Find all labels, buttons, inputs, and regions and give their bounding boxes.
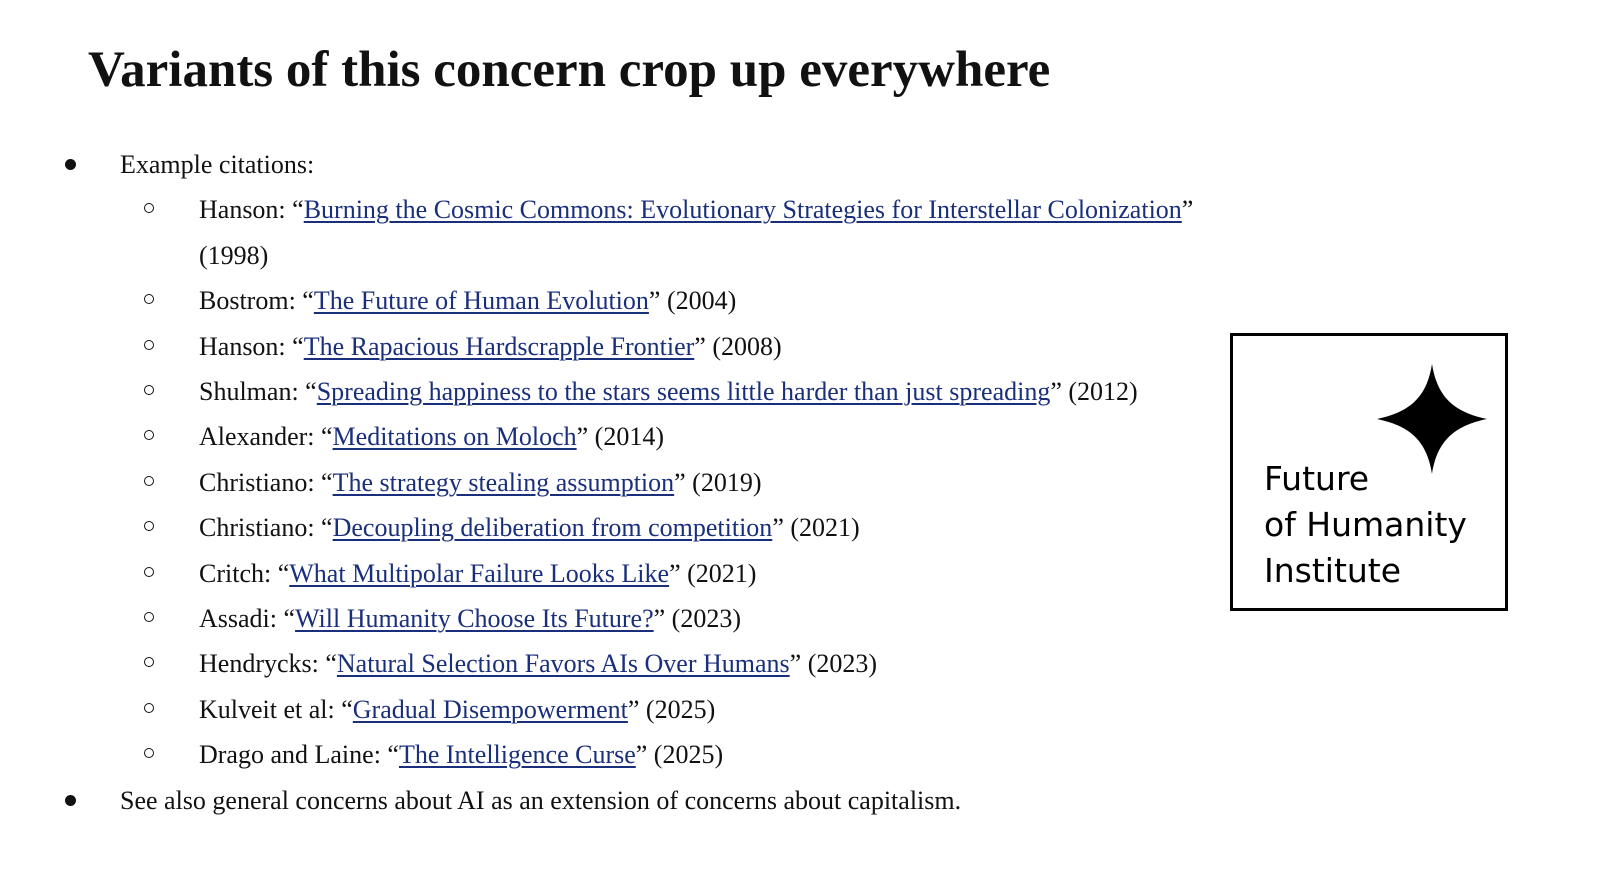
- citation-link[interactable]: Meditations on Moloch: [332, 422, 577, 452]
- citation-year: ” (2023): [789, 649, 878, 679]
- citation-link[interactable]: The Rapacious Hardscrapple Frontier: [303, 331, 695, 361]
- citation-link[interactable]: Decoupling deliberation from competition: [332, 513, 773, 543]
- citation-author: Hanson: “: [199, 331, 304, 361]
- citation-year: ” (2019): [674, 467, 762, 497]
- citation-author: Kulveit et al: “: [199, 694, 353, 724]
- citation-item: [60, 641, 1240, 686]
- citation-year: ” (2023): [653, 604, 741, 634]
- citation-author: Assadi: “: [199, 604, 296, 634]
- bullet-dot-icon: [65, 795, 76, 806]
- hollow-bullet-icon: [144, 657, 154, 667]
- citation-year: ” (2021): [772, 513, 860, 543]
- citation-link[interactable]: The strategy stealing assumption: [332, 467, 675, 497]
- citation-link[interactable]: The Future of Human Evolution: [313, 286, 649, 316]
- slide-body: [60, 142, 1240, 823]
- citation-item: [60, 596, 1240, 641]
- hollow-bullet-icon: [144, 476, 154, 486]
- citation-author: Hanson: “: [199, 195, 304, 225]
- bullet-example-citations: [60, 142, 1240, 187]
- citation-year: ” (1998): [199, 195, 1194, 270]
- citation-year: ” (2012): [1050, 377, 1138, 407]
- citation-list: [60, 187, 1240, 777]
- citation-item: [60, 324, 1240, 369]
- hollow-bullet-icon: [144, 385, 154, 395]
- logo-line: Future: [1264, 459, 1370, 498]
- citation-link[interactable]: What Multipolar Failure Looks Like: [289, 558, 670, 588]
- hollow-bullet-icon: [144, 430, 154, 440]
- citation-item: [60, 687, 1240, 732]
- logo-wordmark: [1264, 456, 1467, 594]
- citation-author: Hendrycks: “: [199, 649, 337, 679]
- citation-year: ” (2025): [627, 694, 716, 724]
- hollow-bullet-icon: [144, 703, 154, 713]
- bullet-see-also: [60, 778, 1240, 823]
- citation-item: [60, 369, 1240, 414]
- citation-author: Shulman: “: [199, 377, 317, 407]
- citation-item: [60, 460, 1240, 505]
- citation-link[interactable]: Spreading happiness to the stars seems little harder than just spreading: [316, 377, 1051, 407]
- citation-item: [60, 551, 1240, 596]
- citation-author: Critch: “: [199, 558, 290, 588]
- citation-link[interactable]: Natural Selection Favors AIs Over Humans: [336, 649, 790, 679]
- citation-item: [60, 278, 1240, 323]
- bullet-text: See also general concerns about AI as an extension of concerns about capitalism.: [120, 785, 962, 815]
- citation-link[interactable]: The Intelligence Curse: [398, 740, 636, 770]
- citation-item: [60, 505, 1240, 550]
- citation-item: [60, 414, 1240, 459]
- citation-year: ” (2008): [694, 331, 782, 361]
- citation-author: Alexander: “: [199, 422, 333, 452]
- citation-author: Christiano: “: [199, 467, 333, 497]
- citation-link[interactable]: Will Humanity Choose Its Future?: [295, 604, 654, 634]
- slide-title: Variants of this concern crop up everywhere: [88, 42, 1051, 98]
- hollow-bullet-icon: [144, 567, 154, 577]
- hollow-bullet-icon: [144, 612, 154, 622]
- citation-item: [60, 187, 1240, 278]
- fhi-logo: [1230, 333, 1508, 611]
- citation-link[interactable]: Gradual Disempowerment: [352, 694, 628, 724]
- citation-author: Christiano: “: [199, 513, 333, 543]
- citation-year: ” (2004): [648, 286, 737, 316]
- logo-line: of Humanity: [1264, 505, 1467, 544]
- citation-year: ” (2014): [576, 422, 664, 452]
- citation-item: [60, 732, 1240, 777]
- citation-link[interactable]: Burning the Cosmic Commons: Evolutionary Strategies for Interstellar Colonization: [303, 195, 1182, 225]
- logo-line: Institute: [1264, 551, 1402, 590]
- hollow-bullet-icon: [144, 521, 154, 531]
- hollow-bullet-icon: [144, 203, 154, 213]
- citation-year: ” (2021): [669, 558, 757, 588]
- citation-author: Bostrom: “: [199, 286, 314, 316]
- citation-author: Drago and Laine: “: [199, 740, 399, 770]
- hollow-bullet-icon: [144, 748, 154, 758]
- hollow-bullet-icon: [144, 340, 154, 350]
- hollow-bullet-icon: [144, 294, 154, 304]
- bullet-dot-icon: [65, 159, 76, 170]
- bullet-text: Example citations:: [120, 150, 315, 179]
- citation-year: ” (2025): [635, 740, 724, 770]
